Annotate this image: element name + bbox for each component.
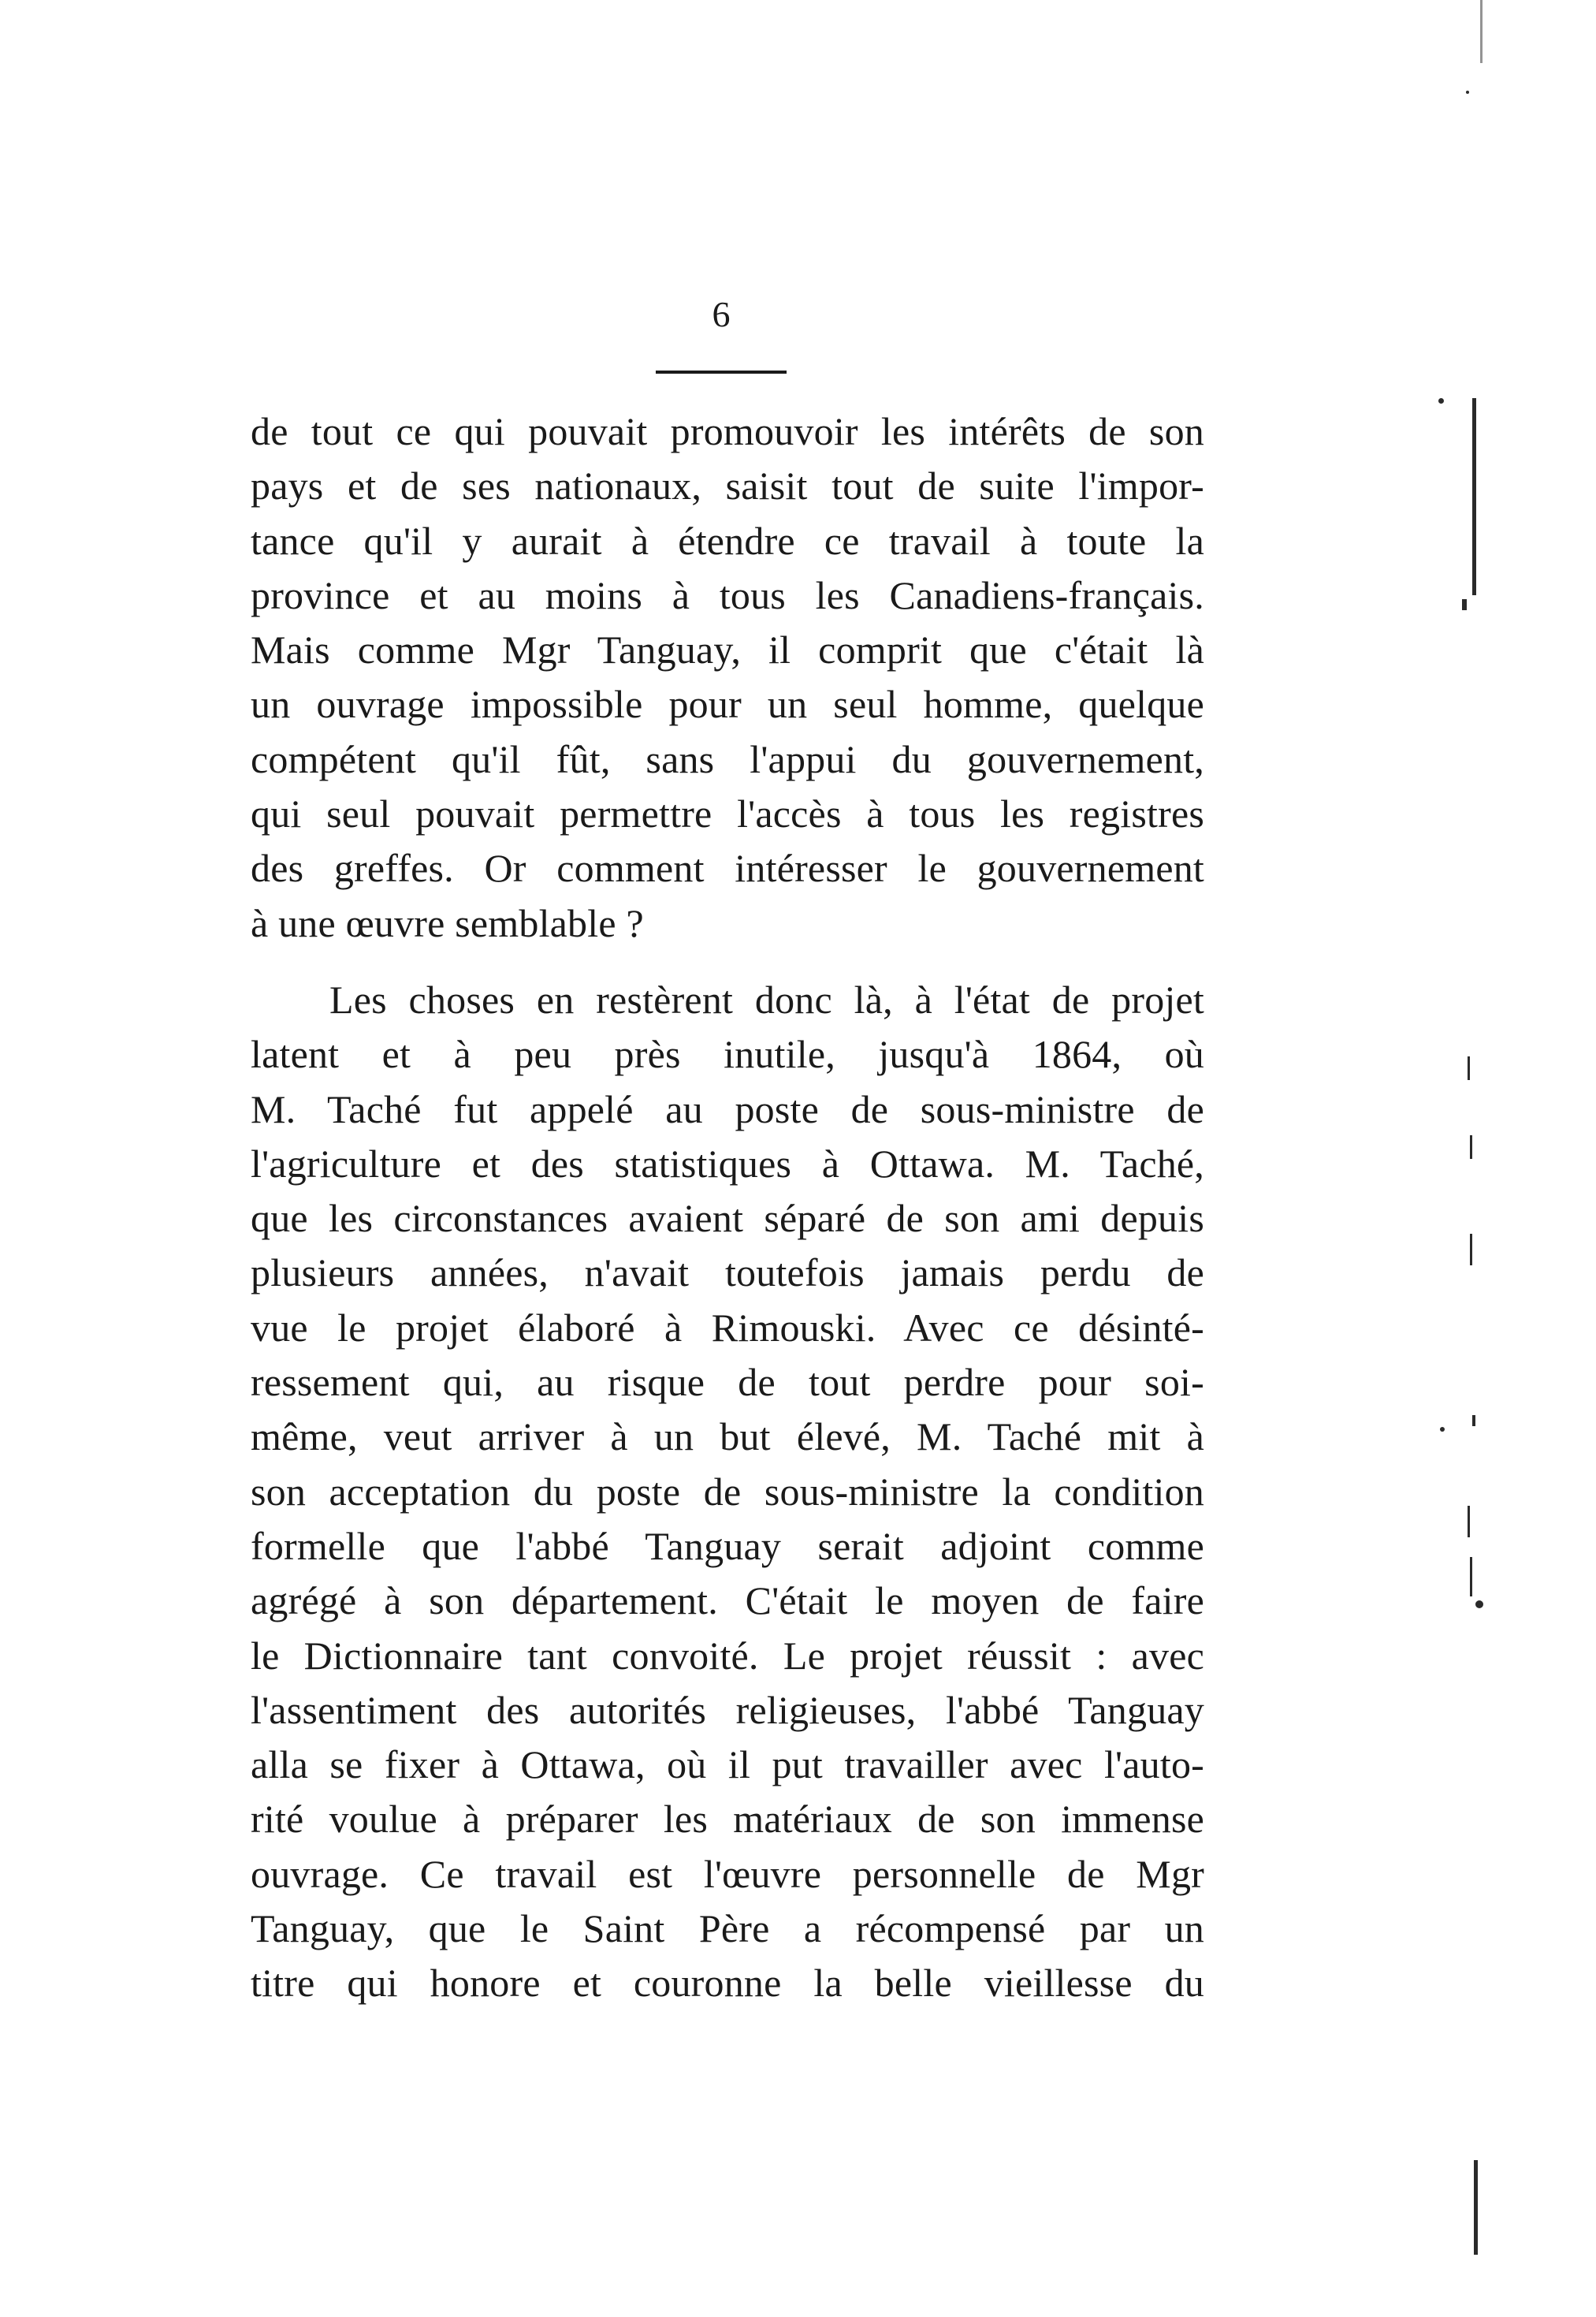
- paragraph-2-line-6: plusieurs années, n'avait toutefois jamais perdu de: [251, 1250, 1204, 1295]
- paragraph-2-line-17: ouvrage. Ce travail est l'œuvre personnelle de Mgr: [251, 1851, 1204, 1896]
- scan-edge-mark: [1440, 1427, 1445, 1432]
- scan-edge-mark: [1480, 0, 1483, 63]
- paragraph-2-line-11: formelle que l'abbé Tanguay serait adjoint comme: [251, 1523, 1204, 1568]
- paragraph-1-line-6: un ouvrage impossible pour un seul homme, quelque: [251, 682, 1204, 727]
- paragraph-1-line-3: tance qu'il y aurait à étendre ce travail à toute la: [251, 518, 1204, 563]
- text-block: [251, 404, 1204, 2011]
- scan-edge-mark: [1470, 1557, 1472, 1596]
- scan-edge-mark: [1470, 1135, 1472, 1159]
- paragraph-2-line-9: même, veut arriver à un but élevé, M. Taché mit à: [251, 1414, 1204, 1459]
- paragraph-1-line-1: de tout ce qui pouvait promouvoir les intérêts de son: [251, 409, 1204, 453]
- paragraph-2-line-16: rité voulue à préparer les matériaux de son immense: [251, 1797, 1204, 1842]
- paragraph-1-line-7: compétent qu'il fût, sans l'appui du gouvernement,: [251, 736, 1204, 781]
- paragraph-2-line-7: vue le projet élaboré à Rimouski. Avec ce désinté-: [251, 1305, 1204, 1350]
- scan-edge-mark: [1472, 1415, 1475, 1426]
- scan-edge-mark: [1462, 599, 1467, 610]
- scan-edge-mark: [1472, 398, 1476, 595]
- paragraph-2-line-14: l'assentiment des autorités religieuses, l'abbé Tanguay: [251, 1687, 1204, 1732]
- paragraph-1-line-4: province et au moins à tous les Canadiens-français.: [251, 572, 1204, 617]
- scan-edge-mark: [1475, 1600, 1483, 1608]
- paragraph-1-line-5: Mais comme Mgr Tanguay, il comprit que c'était là: [251, 628, 1204, 672]
- scan-edge-mark: [1466, 91, 1469, 94]
- paragraph-2-line-18: Tanguay, que le Saint Père a récompensé par un: [251, 1906, 1204, 1951]
- paragraph-1-line-9: des greffes. Or comment intéresser le gouvernement: [251, 846, 1204, 891]
- paragraph-1-line-8: qui seul pouvait permettre l'accès à tous les registres: [251, 792, 1204, 836]
- paragraph-gap: [251, 951, 1204, 973]
- paragraph-2-line-3: M. Taché fut appelé au poste de sous-ministre de: [251, 1086, 1204, 1131]
- paragraph-2-line-4: l'agriculture et des statistiques à Ottawa. M. Taché,: [251, 1141, 1204, 1186]
- scan-edge-mark: [1468, 1056, 1470, 1080]
- paragraph-1-line-10: à une œuvre semblable ?: [251, 900, 644, 945]
- paragraph-2-line-12: agrégé à son département. C'était le moyen de faire: [251, 1578, 1204, 1623]
- paragraph-2-line-15: alla se fixer à Ottawa, où il put travailler avec l'auto-: [251, 1742, 1204, 1787]
- scan-edge-mark: [1470, 1234, 1472, 1265]
- paragraph-2-line-10: son acceptation du poste de sous-ministre la condition: [251, 1469, 1204, 1514]
- scan-edge-mark: [1474, 2160, 1478, 2255]
- scan-edge-mark: [1468, 1506, 1470, 1537]
- paragraph-2-line-13: le Dictionnaire tant convoité. Le projet réussit : avec: [251, 1633, 1204, 1678]
- paragraph-2-line-2: latent et à peu près inutile, jusqu'à 1864, où: [251, 1032, 1204, 1077]
- paragraph-2-line-5: que les circonstances avaient séparé de son ami depuis: [251, 1196, 1204, 1241]
- header-rule: [656, 371, 787, 374]
- paragraph-2-line-8: ressement qui, au risque de tout perdre pour soi-: [251, 1360, 1204, 1405]
- paragraph-2-line-1: Les choses en restèrent donc là, à l'état de projet: [329, 977, 1204, 1022]
- paragraph-1-line-2: pays et de ses nationaux, saisit tout de suite l'impor-: [251, 464, 1204, 508]
- page-number: 6: [712, 294, 731, 334]
- scan-edge-mark: [1438, 398, 1444, 404]
- paragraph-2-line-19: titre qui honore et couronne la belle vieillesse du: [251, 1961, 1204, 2006]
